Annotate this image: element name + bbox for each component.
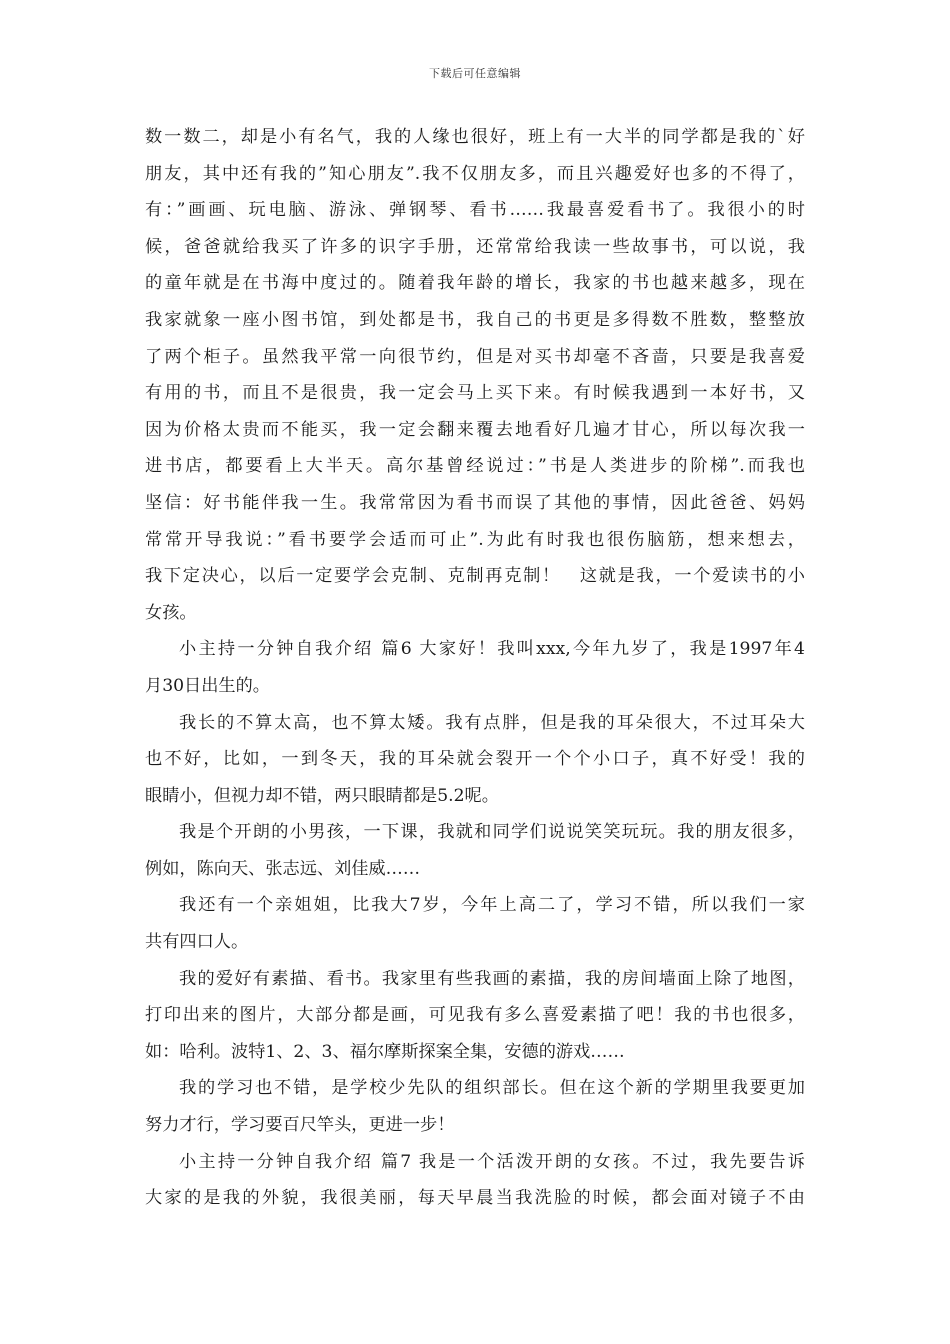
text-line: 了两个柜子。虽然我平常一向很节约，但是对买书却毫不吝啬，只要是我喜爱 (145, 346, 805, 367)
text-line: 也不好，比如，一到冬天，我的耳朵就会裂开一个个小口子，真不好受！我的 (145, 749, 805, 770)
text-line: 我下定决心，以后一定要学会克制、克制再克制！ 这就是我，一个爱读书的小 (145, 566, 805, 587)
text-line: 的童年就是在书海中度过的。随着我年龄的增长，我家的书也越来越多，现在 (145, 273, 805, 294)
text-line: 努力才行，学习要百尺竿头，更进一步！ (145, 1115, 455, 1136)
text-line: 我还有一个亲姐姐，比我大7岁，今年上高二了，学习不错，所以我们一家 (179, 895, 805, 916)
text-line: 共有四口人。 (145, 932, 249, 953)
section-heading-line: 小主持一分钟自我介绍 篇6 大家好！我叫xxx,今年九岁了，我是1997年4 (179, 639, 805, 660)
text-line: 打印出来的图片，大部分都是画，可见我有多么喜爱素描了吧！我的书也很多， (145, 1005, 805, 1026)
text-line: 我长的不算太高，也不算太矮。我有点胖，但是我的耳朵很大，不过耳朵大 (179, 712, 805, 733)
text-line: 坚信：好书能伴我一生。我常常因为看书而误了其他的事情，因此爸爸、妈妈 (145, 492, 805, 513)
text-line: 眼睛小，但视力却不错，两只眼睛都是5.2呢。 (145, 785, 499, 806)
page-header-note: 下载后可任意编辑 (429, 67, 521, 80)
section-heading-line: 小主持一分钟自我介绍 篇7 我是一个活泼开朗的女孩。不过，我先要告诉 (179, 1151, 805, 1172)
text-line: 常常开导我说：”看书要学会适而可止”.为此有时我也很伤脑筋，想来想去， (145, 529, 805, 550)
text-line: 朋友，其中还有我的”知心朋友”.我不仅朋友多，而且兴趣爱好也多的不得了， (145, 163, 805, 184)
text-line: 我的爱好有素描、看书。我家里有些我画的素描，我的房间墙面上除了地图， (179, 968, 805, 989)
text-line: 有用的书，而且不是很贵，我一定会马上买下来。有时候我遇到一本好书，又 (145, 383, 805, 404)
text-line: 因为价格太贵而不能买，我一定会翻来覆去地看好几遍才甘心，所以每次我一 (145, 419, 805, 440)
text-line: 数一数二，却是小有名气，我的人缘也很好，班上有一大半的同学都是我的`好 (145, 127, 805, 147)
text-line: 进书店，都要看上大半天。高尔基曾经说过：”书是人类进步的阶梯”.而我也 (145, 456, 805, 477)
text-line: 我的学习也不错，是学校少先队的组织部长。但在这个新的学期里我要更加 (179, 1078, 805, 1099)
text-line: 例如，陈向天、张志远、刘佳威…… (145, 858, 421, 879)
text-line: 候，爸爸就给我买了许多的识字手册，还常常给我读一些故事书，可以说，我 (145, 236, 805, 257)
text-line: 我是个开朗的小男孩，一下课，我就和同学们说说笑笑玩玩。我的朋友很多， (179, 822, 805, 843)
document-body (145, 119, 805, 1217)
text-line: 如：哈利。波特1、2、3、福尔摩斯探案全集，安德的游戏…… (145, 1041, 625, 1062)
text-line: 月30日出生的。 (145, 675, 270, 696)
text-line: 我家就象一座小图书馆，到处都是书，我自己的书更是多得数不胜数，整整放 (145, 309, 805, 330)
text-line: 大家的是我的外貌，我很美丽，每天早晨当我洗脸的时候，都会面对镜子不由 (145, 1188, 805, 1209)
text-line: 女孩。 (145, 602, 197, 623)
text-line: 有：”画画、玩电脑、游泳、弹钢琴、看书……我最喜爱看书了。我很小的时 (145, 200, 805, 221)
